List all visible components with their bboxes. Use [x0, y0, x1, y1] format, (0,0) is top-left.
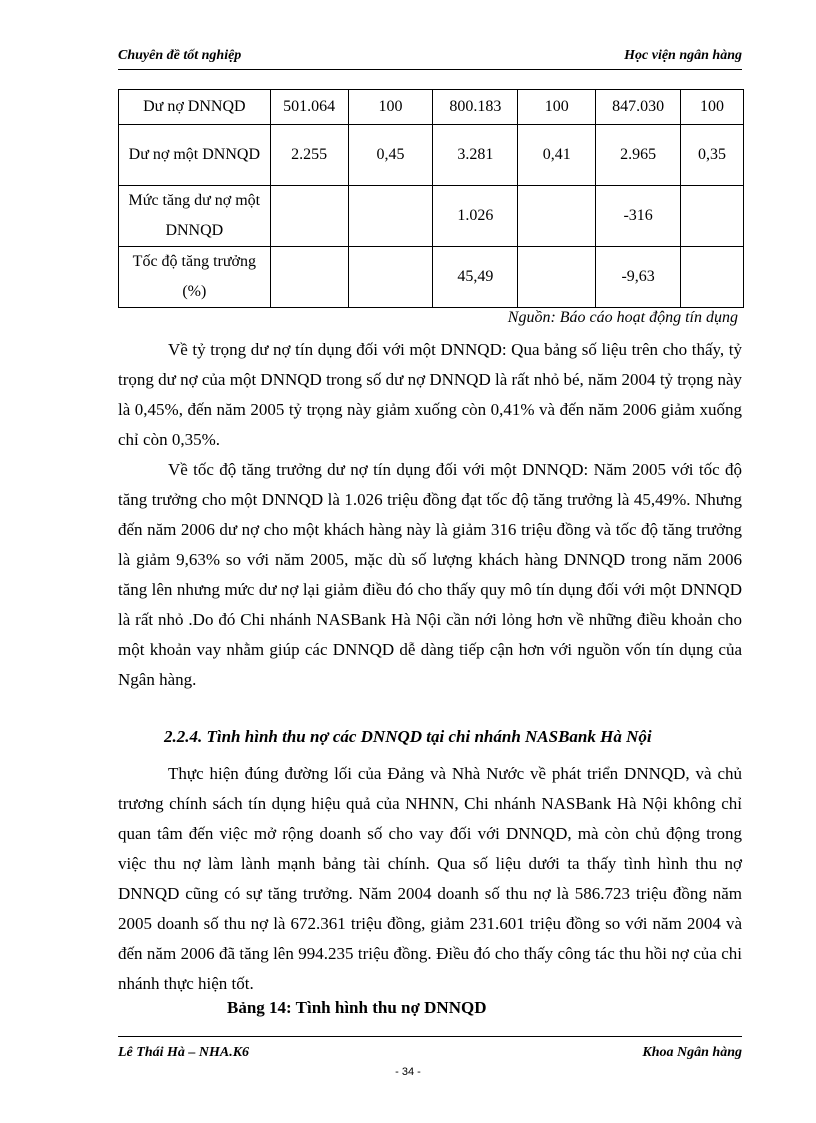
- table-cell: 100: [681, 90, 744, 125]
- page-header: [118, 48, 742, 68]
- page-footer: [118, 1045, 742, 1065]
- table-cell: [518, 186, 596, 247]
- footer-right: Khoa Ngân hàng: [642, 1045, 742, 1060]
- table-cell: 2.965: [596, 125, 681, 186]
- table-cell: Dư nợ một DNNQD: [119, 125, 271, 186]
- section-heading: 2.2.4. Tình hình thu nợ các DNNQD tại chi nhánh NASBank Hà Nội: [164, 727, 652, 746]
- table-cell: [270, 186, 348, 247]
- table-cell: 0,45: [348, 125, 433, 186]
- table-cell: Tốc độ tăng trưởng (%): [119, 247, 271, 308]
- table-cell: 45,49: [433, 247, 518, 308]
- paragraph: Về tốc độ tăng trưởng dư nợ tín dụng đối với một DNNQD: Năm 2005 với tốc độ tăng trưởng cho một DNNQD là 1.026 triệu đồng đạt tốc độ tăng trưởng là 45,49%. Nhưng đến năm 2006 dư nợ cho một khách hàng này là giảm 316 triệu đồng và tốc độ tăng trưởng là giảm 9,63% so với năm 2005, mặc dù số lượng khách hàng DNNQD trong năm 2006 tăng lên nhưng mức dư nợ lại giảm điều đó cho thấy quy mô tín dụng đối với một DNNQD là rất nhỏ .Do đó Chi nhánh NASBank Hà Nội cần nới lỏng hơn về những điều khoản cho một khoản vay nhằm giúp các DNNQD dễ dàng tiếp cận hơn với nguồn vốn tín dụng của Ngân hàng.: [118, 460, 742, 689]
- paragraph: Thực hiện đúng đường lối của Đảng và Nhà Nước về phát triển DNNQD, và chủ trương chính sách tín dụng hiệu quả của NHNN, Chi nhánh NASBank Hà Nội không chỉ quan tâm đến việc mở rộng doanh số cho vay đối với DNNQD, mà còn chủ động trong việc thu nợ làm lành mạnh bảng tài chính. Qua số liệu dưới ta thấy tình hình thu nợ DNNQD cũng có sự tăng trưởng. Năm 2004 doanh số thu nợ là 586.723 triệu đồng năm 2005 doanh số thu nợ là 672.361 triệu đồng, giảm 231.601 triệu đồng so với năm 2004 và đến năm 2006 đã tăng lên 994.235 triệu đồng. Điều đó cho thấy công tác thu hồi nợ của chi nhánh thực hiện tốt.: [118, 764, 742, 993]
- table-cell: 1.026: [433, 186, 518, 247]
- footer-left: Lê Thái Hà – NHA.K6: [118, 1045, 250, 1060]
- table-cell: 0,35: [681, 125, 744, 186]
- table-cell: 0,41: [518, 125, 596, 186]
- header-rule: [118, 69, 742, 70]
- body-text-2: [118, 759, 742, 999]
- table-row: [119, 125, 744, 186]
- data-table: [118, 89, 744, 308]
- table-cell: Dư nợ DNNQD: [119, 90, 271, 125]
- table-cell: 100: [518, 90, 596, 125]
- table-cell: [681, 186, 744, 247]
- table-source-note: Nguồn: Báo cáo hoạt động tín dụng: [507, 309, 738, 326]
- table-row: [119, 186, 744, 247]
- footer-rule: [118, 1036, 742, 1037]
- table-row: [119, 90, 744, 125]
- table-cell: 2.255: [270, 125, 348, 186]
- table-row: [119, 247, 744, 308]
- table-cell: [518, 247, 596, 308]
- table-cell: [348, 247, 433, 308]
- table-cell: [681, 247, 744, 308]
- table-caption: Bảng 14: Tình hình thu nợ DNNQD: [227, 998, 487, 1017]
- table-cell: 847.030: [596, 90, 681, 125]
- table-cell: [270, 247, 348, 308]
- table-cell: -9,63: [596, 247, 681, 308]
- table-cell: 800.183: [433, 90, 518, 125]
- table-cell: Mức tăng dư nợ một DNNQD: [119, 186, 271, 247]
- table-cell: 100: [348, 90, 433, 125]
- table-cell: -316: [596, 186, 681, 247]
- table-cell: [348, 186, 433, 247]
- header-left: Chuyên đề tốt nghiệp: [118, 48, 242, 63]
- table-cell: 3.281: [433, 125, 518, 186]
- paragraph: Về tỷ trọng dư nợ tín dụng đối với một DNNQD: Qua bảng số liệu trên cho thấy, tỷ trọng dư nợ của một DNNQD trong số dư nợ DNNQD là rất nhỏ bé, năm 2004 tỷ trọng này là 0,45%, đến năm 2005 tỷ trọng này giảm xuống còn 0,41% và đến năm 2006 giảm xuống chỉ còn 0,35%.: [118, 340, 742, 449]
- header-right: Học viện ngân hàng: [624, 48, 742, 63]
- page-number: - 34 -: [395, 1066, 421, 1078]
- table-cell: 501.064: [270, 90, 348, 125]
- body-text-1: [118, 335, 742, 695]
